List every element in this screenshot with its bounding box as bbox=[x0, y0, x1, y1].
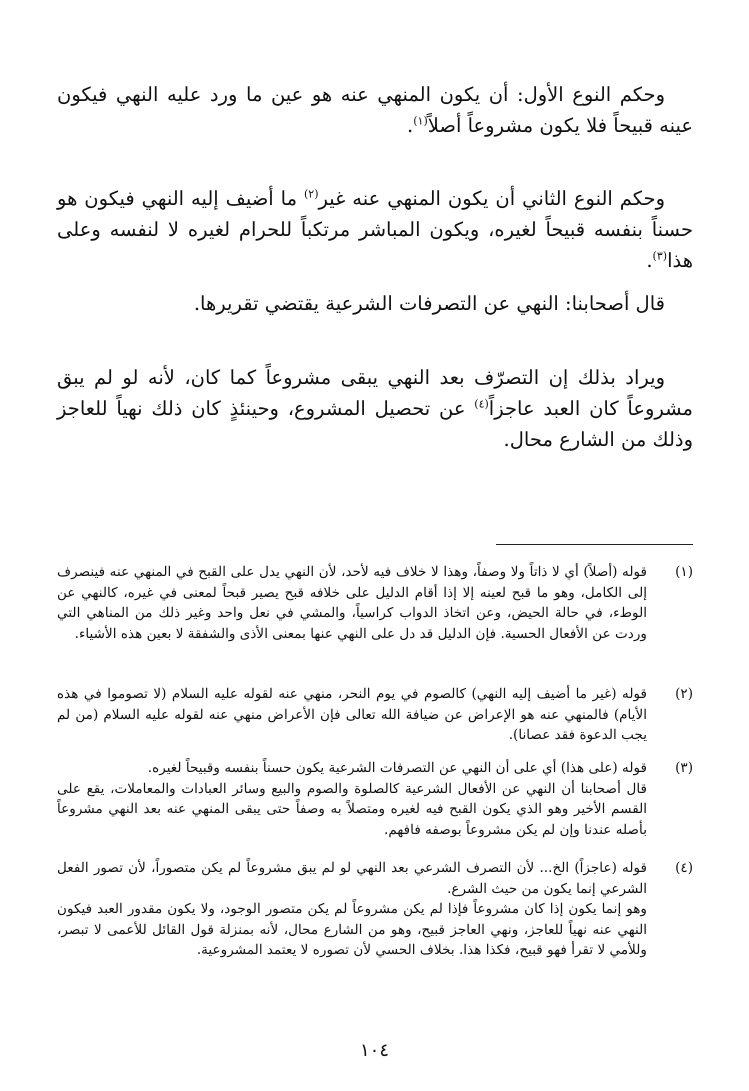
footnote-ref-2[interactable]: (٢) bbox=[303, 187, 319, 201]
footnote-text: وهو إنما يكون إذا كان مشروعاً فإذا لم يكن مشروعاً لم يكن متصور الوجود، ولا يكون مقدور العبد فيكون النهي عنه نهياً للعاجز، ونهي العاجز قبيح، وهو من الشارع محال، لأنه بمنزلة قول القائل للأعمى لا تبصر، وللأمي لا تقرأ فهو قبيح، فكذا هذا. بخلاف الحسي لأن تصوره لا يعتمد المشروعية. bbox=[57, 901, 647, 959]
footnote-number: (٢) bbox=[675, 686, 693, 702]
footnote-text: قوله (أصلاً) أي لا ذاتاً ولا وصفاً، وهذا لا خلاف فيه لأحد، لأن النهي يدل على القبح في المنهي عنه فينصرف إلى الكامل، وهو ما قبح لعينه إلا إذا أقام الدليل على خلافه قبح يصير قبحاً لمعنى في غيره، كالنهي عن الوطء، في حالة الحيض، وعن اتخاذ الدواب كراسياً، والمشي في نعل واحد وغير ذلك من المناهي التي وردت عن الأفعال الحسية. فإن الدليل قد دل على النهي عنها بمعنى الأذى والشفقة لا بعين هذه الأشياء. bbox=[57, 564, 647, 642]
footnote-text: قوله (عاجزاً) الخ... لأن التصرف الشرعي بعد النهي لو لم يبق مشروعاً لم يكن متصوراً، لأن تصور الفعل الشرعي إنما يكون من حيث الشرع. bbox=[57, 860, 647, 897]
footnote-ref-4[interactable]: (٤) bbox=[474, 397, 489, 411]
footnote-ref-1[interactable]: (١) bbox=[413, 114, 428, 128]
page-number: ١٠٤ bbox=[359, 1040, 389, 1061]
footnote-text: قوله (على هذا) أي على أن النهي عن التصرفات الشرعية يكون حسناً بنفسه وقبيحاً لغيره. bbox=[147, 760, 647, 776]
paragraph-2: وحكم النوع الثاني أن يكون المنهي عنه غير$^{(٢)}$ ما أضيف إليه النهي فيكون هو حسناً بنفسه قبيحاً لغيره، ويكون المباشر مرتكباً للحرام لغيره لا لنفسه وعلى هذا$^{(٣)}$. bbox=[57, 187, 693, 272]
paragraph-4: ويراد بذلك إن التصرّف بعد النهي يبقى مشروعاً كما كان، لأنه لو لم يبق مشروعاً كان العبد عاجزاً$^{(٤)}$ عن تحصيل المشروع، وحينئذٍ كان ذلك نهياً للعاجز وذلك من الشارع محال. bbox=[57, 366, 693, 451]
paragraph-3: قال أصحابنا: النهي عن التصرفات الشرعية يقتضي تقريرها. bbox=[193, 292, 665, 315]
footnote-4 bbox=[57, 858, 693, 961]
footnote-ref-3[interactable]: (٣) bbox=[652, 249, 668, 263]
paragraph-1: وحكم النوع الأول: أن يكون المنهي عنه هو عين ما ورد عليه النهي فيكون عينه قبيحاً فلا يكون مشروعاً أصلاً$^{(١)}$. bbox=[57, 83, 693, 137]
footnote-text: قوله (غير ما أضيف إليه النهي) كالصوم في يوم النحر، منهي عنه لقوله عليه السلام (لا تصوموا في هذه الأيام) فالمنهي عنه هو الإعراض عن ضيافة الله تعالى فإن الأعراض منهي عنه لقوله عليه السلام (من لم يجب الدعوة فقد عصانا). bbox=[57, 686, 647, 744]
footnote-separator bbox=[496, 544, 693, 545]
footnote-number: (٣) bbox=[675, 760, 693, 776]
footnote-1 bbox=[57, 562, 693, 644]
footnote-2 bbox=[57, 684, 693, 746]
footnote-number: (١) bbox=[675, 564, 693, 580]
footnote-3 bbox=[57, 758, 693, 840]
footnote-text: قال أصحابنا أن النهي عن الأفعال الشرعية كالصلوة والصوم والبيع وسائر العبادات والمعاملات، يقع على القسم الأخير وهو الذي يكون القبح فيه لغيره ومتصلاً به وصفاً حتى يبقى المنهي عنه بعد النهي مشروعاً بأصله عندنا وإن لم يكن مشروعاً بوصفه فافهم. bbox=[57, 780, 647, 838]
footnote-number: (٤) bbox=[675, 860, 693, 876]
